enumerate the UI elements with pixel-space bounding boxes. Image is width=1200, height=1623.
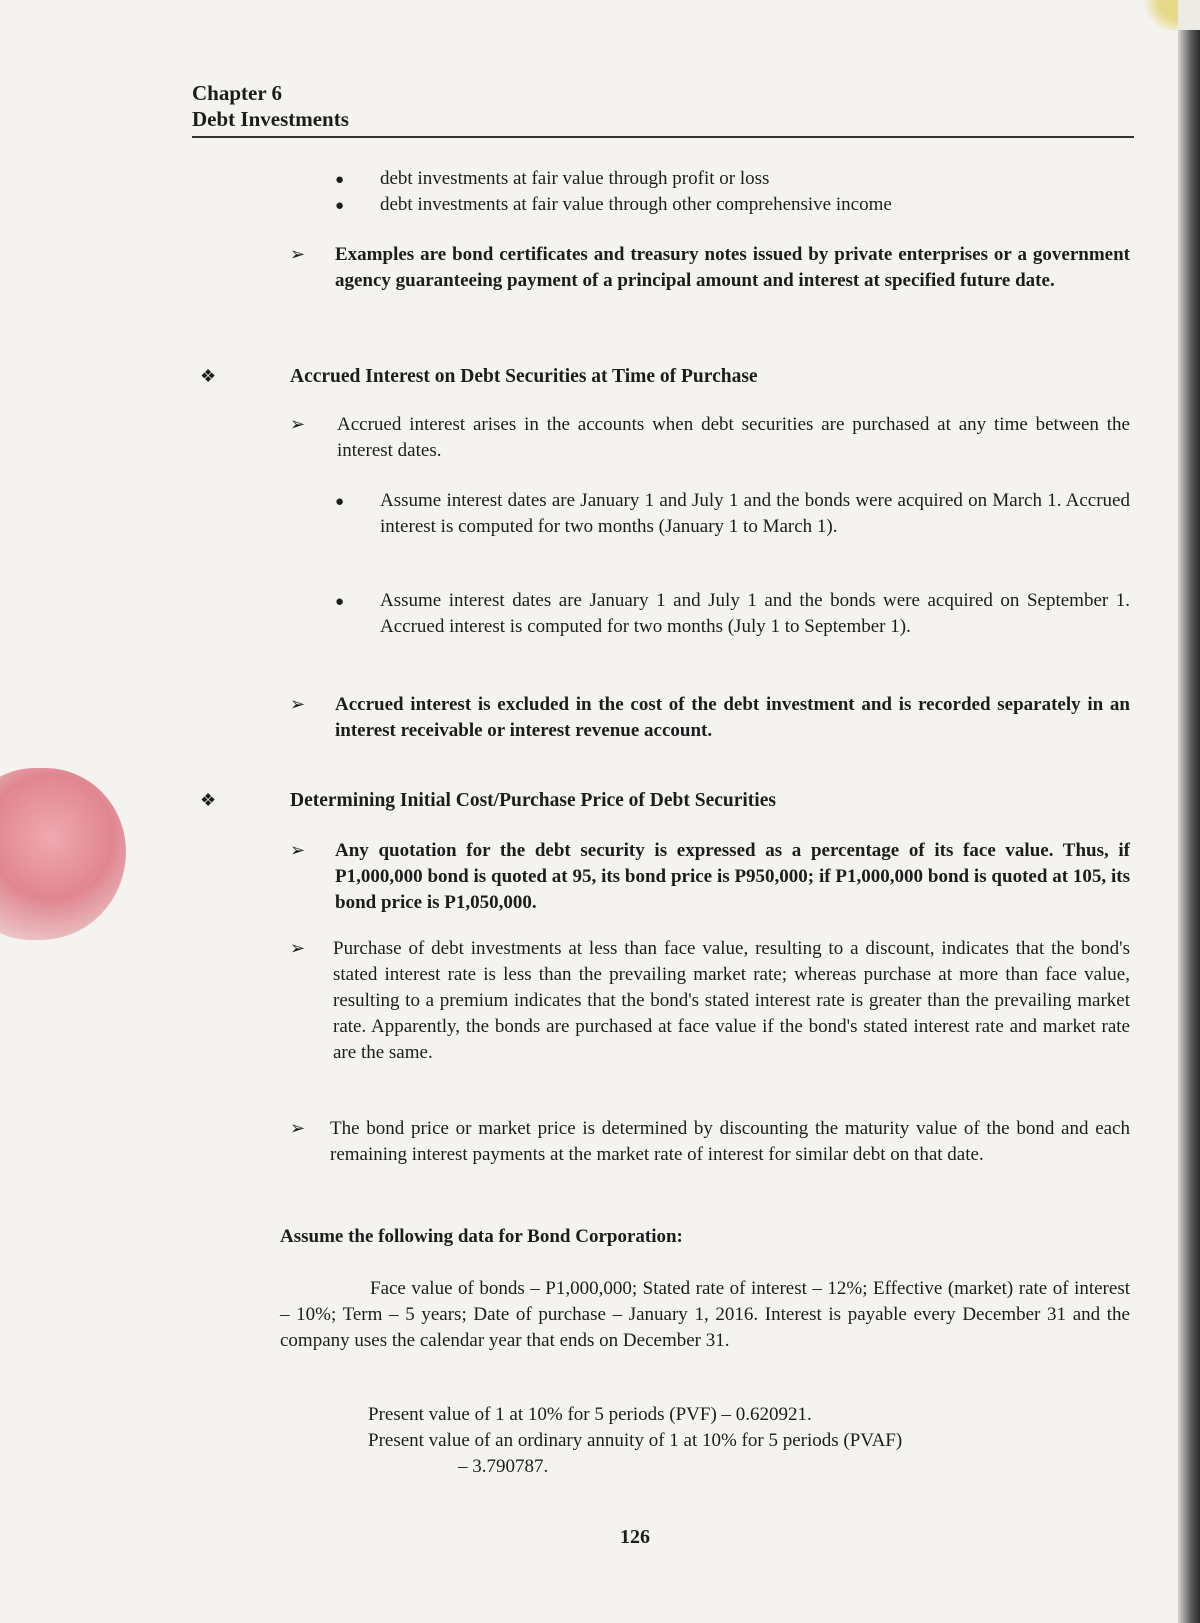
diamond-bullet-icon: ❖ [200,790,217,810]
bullet-dot: ● [335,494,345,510]
section-heading-initial-cost: Determining Initial Cost/Purchase Price of Debt Securities [290,790,776,811]
arrow-bullet-icon: ➢ [290,840,306,860]
bullet-dot: ● [335,198,345,214]
arrow-bullet-icon: ➢ [290,938,306,958]
chapter-label: Chapter 6 [192,81,283,105]
bullet-dot: ● [335,172,345,188]
pva-factor-line: Present value of an ordinary annuity of 1 at 10% for 5 periods (PVAF) [368,1430,903,1451]
examples-point: Examples are bond certificates and treasury notes issued by private enterprises or a government agency guaranteeing payment of a principal amount and interest at specified future date. [335,244,1130,291]
section2-point1: Any quotation for the debt security is expressed as a percentage of its face value. Thus, if P1,000,000 bond is quoted at 95, its bond price is P950,000; if P1,000,000 bond is quoted at 105, its bond price is P1,050,000. [335,840,1130,913]
page-header [192,80,1132,132]
chapter-title: Debt Investments [192,107,349,131]
pv-factor-line: Present value of 1 at 10% for 5 periods (PVF) – 0.620921. [368,1404,812,1425]
section1-point2: Accrued interest is excluded in the cost of the debt investment and is recorded separately in an interest receivable or interest revenue account. [335,694,1130,741]
section-heading-accrued-interest: Accrued Interest on Debt Securities at Time of Purchase [290,366,758,387]
section1-point1: Accrued interest arises in the accounts when debt securities are purchased at any time between the interest dates. [337,414,1130,461]
bullet-text: debt investments at fair value through other comprehensive income [380,194,892,215]
bullet-text: debt investments at fair value through profit or loss [380,168,770,189]
bullet-dot: ● [335,594,345,610]
section2-point3: The bond price or market price is determined by discounting the maturity value of the bond and each remaining interest payments at the market rate of interest for similar debt on that date. [330,1118,1130,1165]
section1-sub2: Assume interest dates are January 1 and July 1 and the bonds were acquired on September 1. Accrued interest is computed for two months (July 1 to September 1). [380,590,1130,637]
page-number: 126 [620,1526,650,1548]
arrow-bullet-icon: ➢ [290,694,306,714]
section1-sub1: Assume interest dates are January 1 and July 1 and the bonds were acquired on March 1. Accrued interest is computed for two months (January 1 to March 1). [380,490,1130,537]
arrow-bullet-icon: ➢ [290,244,306,264]
arrow-bullet-icon: ➢ [290,414,306,434]
pva-factor-value: – 3.790787. [458,1456,549,1477]
section2-point2: Purchase of debt investments at less than face value, resulting to a discount, indicates that the bond's stated interest rate is less than the prevailing market rate; whereas purchase at more than face value, resulting to a premium indicates that the bond's stated interest rate is greater than the prevailing market rate. Apparently, the bonds are purchased at face value if the bond's stated interest rate and market rate are the same. [333,938,1130,1063]
example-data: Face value of bonds – P1,000,000; Stated rate of interest – 12%; Effective (market) rate of interest – 10%; Term – 5 years; Date of purchase – January 1, 2016. Interest is payable every December 31 and the company uses the calendar year that ends on December 31. [280,1278,1130,1351]
corner-mark [1138,0,1178,30]
header-rule [192,136,1134,138]
arrow-bullet-icon: ➢ [290,1118,306,1138]
thumb-photo-artifact [0,768,126,940]
book-binding-edge [1178,30,1200,1623]
example-intro: Assume the following data for Bond Corporation: [280,1226,683,1247]
diamond-bullet-icon: ❖ [200,366,217,386]
